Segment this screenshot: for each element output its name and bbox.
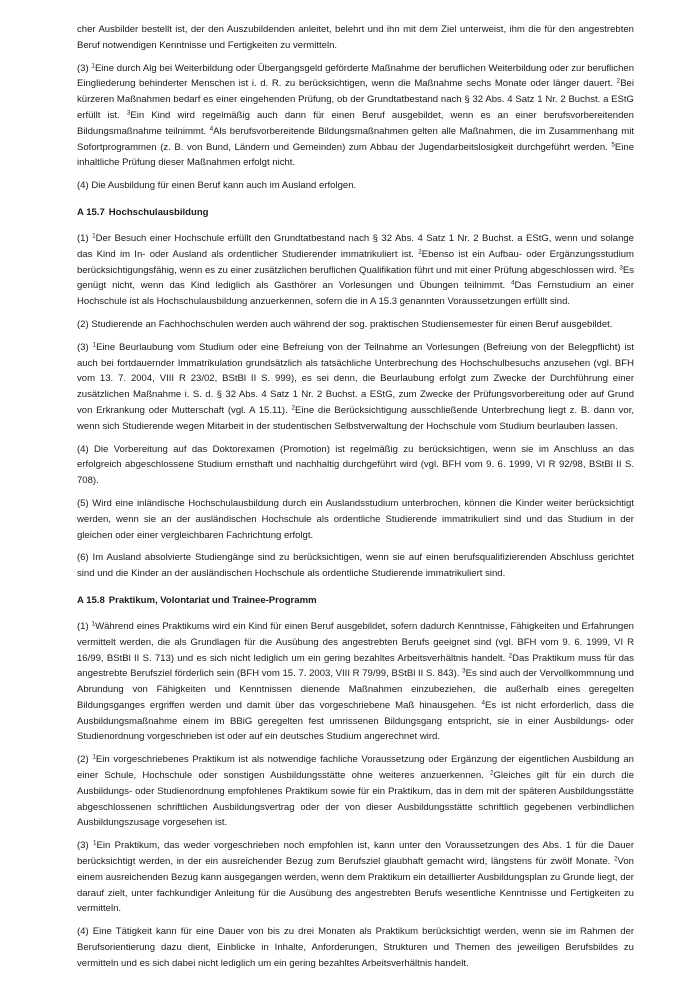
sentence-number: 2 [291, 404, 296, 412]
paragraph [77, 340, 634, 435]
paragraph-text: Gleiches gilt für ein durch die Ausbildungs- oder Studienordnung empfohlenes Praktikum sowie für ein Praktikum, das in dem mit der späteren Ausbildungsstätte abgeschlossenen schriftlichen Ausbildungsvertrag oder der von dieser Ausbildungsstätte schriftlich gegebenen verbindlichen Ausbildungszusage vorgesehen ist. [77, 770, 634, 829]
section-title: Hochschulausbildung [108, 206, 209, 218]
sentence-number: 3 [619, 264, 623, 272]
sentence-number: 4 [481, 699, 486, 707]
paragraph [77, 317, 634, 333]
paragraph [77, 496, 634, 543]
paragraph-text: Eine inhaltliche Prüfung dieser Maßnahmen erfolgt nicht. [77, 141, 634, 169]
paragraph-text: (1) [77, 232, 93, 244]
paragraph-text: Ein Kind wird regelmäßig auch dann für einen Beruf ausgebildet, wenn es an einer berufsvorbereitenden Bildungsmaßnahme teilnimmt. [77, 109, 634, 137]
sentence-number: 3 [462, 667, 466, 675]
paragraph [77, 550, 634, 582]
paragraph-text: (4) Die Vorbereitung auf das Doktorexamen (Promotion) ist regelmäßig zu berücksichtigen, wenn sie im Anschluss an das erfolgreich abgeschlossene Studium ernsthaft und nachhaltig durchgeführt wird (vgl. BFH vom 9. 6. 1999, VI R 92/98, BStBl II S. 708). [77, 443, 634, 487]
paragraph-text: (4) Die Ausbildung für einen Beruf kann auch im Ausland erfolgen. [77, 180, 357, 192]
sentence-number: 1 [92, 232, 96, 240]
section-heading [77, 206, 634, 220]
sentence-number: 2 [489, 769, 494, 777]
paragraph-text: (4) Eine Tätigkeit kann für eine Dauer von bis zu drei Monaten als Praktikum berücksichtigt werden, wenn sie im Rahmen der Berufsorientierung dazu dient, Einblicke in Inhalte, Anforderungen, Strukturen und Themen des jeweiligen Berufsbildes zu vermitteln und es sich dabei nicht lediglich um ein gering bezahltes Arbeitsverhältnis handelt. [77, 926, 634, 969]
section-title: Praktikum, Volontariat und Trainee-Programm [108, 594, 317, 606]
sentence-number: 3 [126, 109, 131, 117]
paragraph-text: Ebenso ist ein Aufbau- oder Ergänzungsstudium berücksichtigungsfähig, wenn es zu einer zusätzlichen beruflichen Qualifikation führt und mit einer Prüfung abgeschlossen wird. [77, 248, 635, 276]
paragraph-text: Bei kürzeren Maßnahmen bedarf es einer eingehenden Prüfung, ob der Grundtatbestand nach § 32 Abs. 4 Satz 1 Nr. 2 Buchst. a EStG erfüllt ist. [77, 78, 634, 121]
sentence-number: 4 [209, 125, 214, 133]
sentence-number: 2 [418, 248, 422, 256]
paragraph-text: Das Fernstudium an einer Hochschule ist als Hochschulausbildung anzuerkennen, sofern die in A 15.3 genannten Voraussetzungen erfüllt sind. [77, 280, 635, 308]
paragraph-text: Es genügt nicht, wenn das Kind lediglich als Gasthörer an Vorlesungen und Übungen teilnimmt. [77, 264, 634, 292]
paragraph-text: Eine Beurlaubung vom Studium oder eine Befreiung von der Teilnahme an Vorlesungen (Befreiung von der Belegpflicht) ist auch bei fortdauernder Immatrikulation grundsätzlich als tatsächliche Unterbrechung des Hochschulbesuchs anzusehen (vgl. BFH vom 13. 7. 2004, VIII R 23/02, BStBl II S. 999), es sei denn, die Beurlaubung erfolgt zum Zwecke der Durchführung einer zusätzlichen Maßnahme i. S. d. § 32 Abs. 4 Satz 1 Nr. 2 Buchst. a EStG, zum Zwecke der Prüfungsvorbereitung oder auf Grund von Erkrankung oder Mutterschaft (vgl. A 15.11). [77, 341, 634, 416]
sentence-number: 1 [92, 341, 97, 349]
section-heading [77, 594, 634, 608]
paragraph-text: Ein vorgeschriebenes Praktikum ist als notwendige fachliche Voraussetzung oder Ergänzung der eigentlichen Ausbildung an einer Schule, Hochschule oder sonstigen Ausbildungsstätte ohne weiteres anzuerkennen. [77, 754, 634, 782]
section-number: A 15.7 [77, 206, 105, 218]
paragraph [77, 231, 634, 310]
sentence-number: 1 [92, 839, 97, 847]
paragraph [77, 924, 634, 971]
sentence-number: 4 [511, 279, 515, 287]
paragraph-text: Während eines Praktikums wird ein Kind für einen Beruf ausgebildet, sofern dadurch Kenntnisse, Fähigkeiten und Erfahrungen vermittelt werden, die als Grundlagen für die Ausübung des angestrebten Berufs geeignet sind (vgl. BFH vom 9. 6. 1999, VI R 16/99, BStBl II S. 713) und es sich nicht lediglich um ein gering bezahltes Arbeitsverhältnis handelt. [77, 620, 634, 664]
paragraph [77, 442, 634, 489]
paragraph-text: (3) [77, 840, 93, 852]
paragraph-text: Es sind auch der Vervollkommnung und Abrundung von Fähigkeiten und Kenntnissen dienende Maßnahmen einzubeziehen, die außerhalb eines geregelten Bildungsganges ergriffen werden und damit über das vorgeschriebene Maß hinausgehen. [77, 668, 634, 711]
paragraph-text: (1) [77, 620, 92, 632]
paragraph [77, 619, 634, 745]
paragraph-text: cher Ausbilder bestellt ist, der den Auszubildenden anleitet, belehrt und ihn mit dem Ziel unterweist, ihm die für den angestrebten Beruf notwendigen Kenntnisse und Fertigkeiten zu vermitteln. [77, 24, 634, 51]
paragraph-text: Ein Praktikum, das weder vorgeschrieben noch empfohlen ist, kann unter den Voraussetzungen des Abs. 1 für die Dauer berücksichtigt werden, in der ein ausreichender Bezug zum Berufsziel glaubhaft gemacht wird, längstens für zwölf Monate. [77, 840, 635, 868]
paragraph-text: Als berufsvorbereitende Bildungsmaßnahmen gelten alle Maßnahmen, die im Zusammenhang mit Sofortprogrammen (z. B. von Bund, Ländern und Gemeinden) zum Abbau der Jugendarbeitslosigkeit durchgeführt werden. [77, 125, 634, 153]
sentence-number: 5 [611, 141, 615, 149]
section-number: A 15.8 [77, 594, 105, 606]
paragraph [77, 178, 634, 194]
sentence-number: 1 [92, 753, 96, 761]
paragraph [77, 61, 634, 172]
paragraph-text: Eine durch Alg bei Weiterbildung oder Übergangsgeld geförderte Maßnahme der beruflichen Weiterbildung oder zur beruflichen Eingliederung behinderter Menschen ist i. d. R. zu berücksichtigen, wenn die Maßnahme sechs Monate oder länger dauert. [77, 62, 634, 90]
paragraph-text: Das Praktikum muss für das angestrebte Berufsziel förderlich sein (BFH vom 15. 7. 2003, VIII R 79/99, BStBl II S. 843). [77, 652, 634, 680]
paragraph [77, 752, 634, 831]
paragraph [77, 838, 634, 917]
sentence-number: 1 [91, 62, 95, 70]
paragraph-text: Von einem ausreichenden Bezug kann ausgegangen werden, wenn dem Praktikum ein detaillierter Ausbildungsplan zu Grunde liegt, der darauf zielt, unter fachkundiger Anleitung für die Ausübung des angestrebten Berufs wesentliche Kenntnisse und Fertigkeiten zu vermitteln. [77, 856, 634, 915]
paragraph-text: (5) Wird eine inländische Hochschulausbildung durch ein Auslandsstudium unterbrochen, können die Kinder weiter berücksichtigt werden, wenn sie an der ausländischen Hochschule als ordentliche Studierende immatrikuliert sind und das Studium in der gleichen oder einer vergleichbaren Fachrichtung erfolgt. [77, 497, 634, 541]
paragraph-text: (3) [77, 341, 93, 353]
paragraph-text: (6) Im Ausland absolvierte Studiengänge sind zu berücksichtigen, wenn sie auf einen berufsqualifizierenden Abschluss gerichtet sind und die Kinder an der ausländischen Hochschule als ordentliche Studierende immatrikuliert sind. [77, 552, 634, 580]
sentence-number: 2 [614, 855, 618, 863]
paragraph [77, 22, 634, 54]
paragraph-text: (2) Studierende an Fachhochschulen werden auch während der sog. praktischen Studiensemester für einen Beruf ausgebildet. [77, 318, 613, 330]
paragraph-text: (3) [77, 62, 92, 74]
paragraph-text: Es ist nicht erforderlich, dass die Ausbildungsmaßnahme einem im BBiG geregelten fest umrissenen Bildungsgang entspricht, sie in einer Ausbildungs- oder Studienordnung vorgeschrieben ist oder auf ein deutsches Studium angerechnet wird. [77, 699, 634, 743]
sentence-number: 1 [91, 620, 96, 628]
paragraph-text: (2) [77, 754, 93, 766]
paragraph-text: Der Besuch einer Hochschule erfüllt den Grundtatbestand nach § 32 Abs. 4 Satz 1 Nr. 2 Buchst. a EStG, wenn und solange das Kind im In- oder Ausland als ordentlicher Studierender immatrikuliert ist. [77, 232, 634, 260]
sentence-number: 2 [508, 652, 513, 660]
paragraph-text: Eine die Berücksichtigung ausschließende Unterbrechung liegt z. B. dann vor, wenn sich Studierende wegen Mitarbeit in der studentischen Selbstverwaltung der Hochschule vom Studium beurlauben lassen. [77, 404, 634, 432]
sentence-number: 2 [616, 78, 621, 85]
